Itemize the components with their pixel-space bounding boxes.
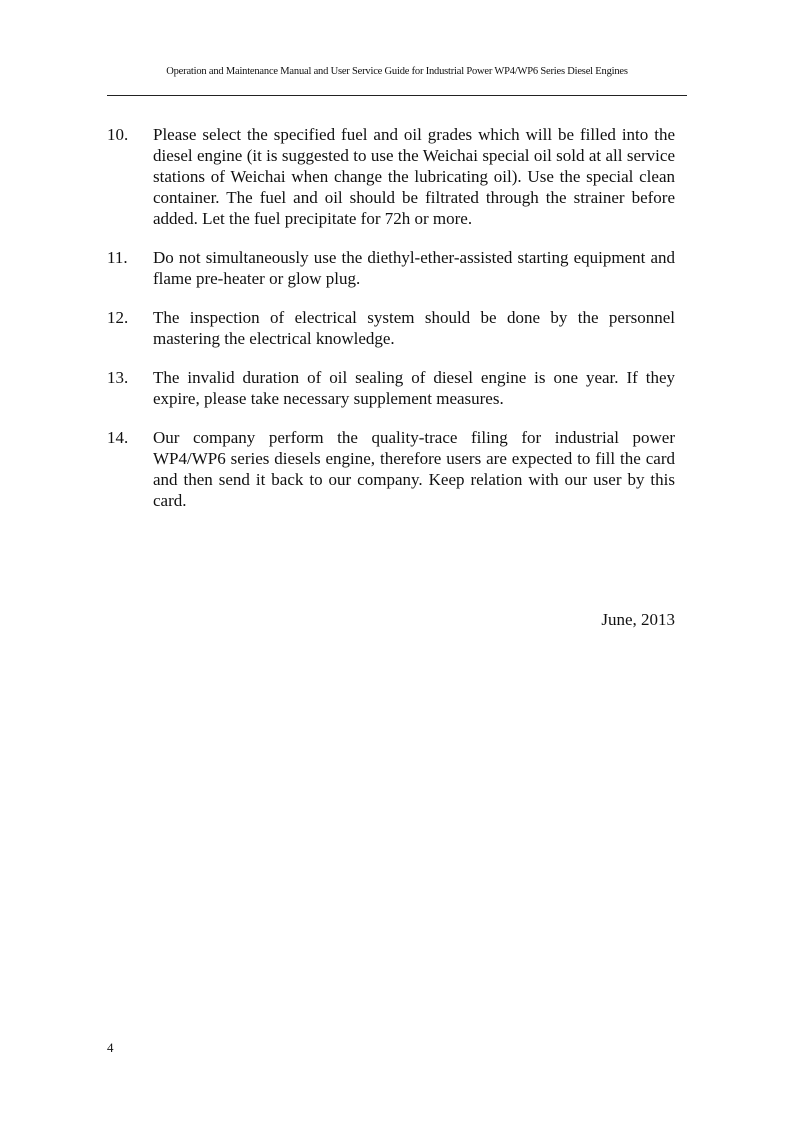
item-number: 12. [107,308,129,327]
list-item [107,307,675,349]
item-number: 14. [107,428,129,447]
item-text: Do not simultaneously use the diethyl-ether-assisted starting equipment and flame pre-heater or glow plug. [153,248,675,288]
list-item [107,367,675,409]
item-number: 13. [107,368,129,387]
page-header: Operation and Maintenance Manual and User Service Guide for Industrial Power WP4/WP6 Series Diesel Engines [166,66,628,77]
document-date: June, 2013 [601,610,675,629]
item-text: The inspection of electrical system should be done by the personnel mastering the electrical knowledge. [153,308,675,348]
list-item [107,124,675,229]
numbered-list [107,124,675,529]
item-text: Our company perform the quality-trace filing for industrial power WP4/WP6 series diesels engine, therefore users are expected to fill the card and then send it back to our company. Keep relation with our user by this card. [153,428,675,510]
list-item [107,427,675,511]
page-number: 4 [107,1040,114,1055]
item-number: 11. [107,248,128,267]
item-text: The invalid duration of oil sealing of diesel engine is one year. If they expire, please take necessary supplement measures. [153,368,675,408]
item-number: 10. [107,125,129,144]
header-divider [107,95,687,96]
item-text: Please select the specified fuel and oil grades which will be filled into the diesel engine (it is suggested to use the Weichai special oil sold at all service stations of Weichai when change the lubricating oil). Use the special clean container. The fuel and oil should be filtrated through the strainer before added. Let the fuel precipitate for 72h or more. [153,125,675,228]
list-item [107,247,675,289]
